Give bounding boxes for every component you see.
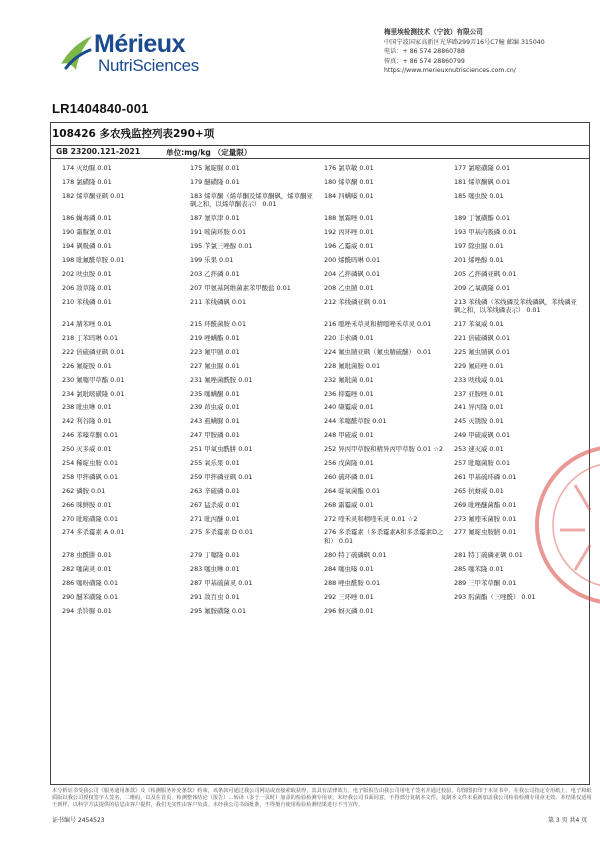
pesticide-cell: 270 吡嘧磺隆 0.01 [62, 514, 119, 523]
pesticide-cell: 207 甲氨基阿维菌素苯甲酸盐 0.01 [190, 283, 291, 292]
pesticide-cell: 195 苄氯三唑醇 0.01 [190, 242, 253, 251]
pesticide-cell: 199 乐果 0.01 [190, 255, 234, 264]
pesticide-cell: 198 吡氟酰草胺 0.01 [62, 255, 125, 264]
pesticide-cell: 247 甲胺磷 0.01 [190, 431, 240, 440]
pesticide-cell: 295 氟胺磺隆 0.01 [190, 606, 247, 615]
standard-number: GB 23200.121-2021 [56, 147, 141, 156]
table-row [50, 348, 590, 357]
pesticide-cell: 212 苯线磷亚砜 0.01 [324, 297, 387, 306]
pesticide-cell: 233 呋线威 0.01 [454, 375, 504, 384]
logo-name: Mérieux [94, 30, 185, 58]
pesticide-cell: 214 腈苯唑 0.01 [62, 320, 112, 329]
pesticide-cell: 291 敌百虫 0.01 [190, 592, 240, 601]
table-row [50, 579, 590, 588]
pesticide-cell: 293 肟菌酯（三唑酰） 0.01 [454, 592, 536, 601]
pesticide-cell: 265 抗蚜威 0.01 [454, 486, 504, 495]
pesticide-cell: 276 多杀霉素（多杀霉素A和多杀霉素D之和） 0.01 [324, 528, 444, 546]
table-row [50, 431, 590, 440]
report-number: LR1404840-001 [52, 101, 149, 116]
pesticide-cell: 273 氟喹禾菌胺 0.01 [454, 514, 517, 523]
table-row [50, 192, 590, 209]
pesticide-cell: 244 苯噻酰草胺 0.01 [324, 417, 387, 426]
pesticide-cell: 191 嘧菌环胺 0.01 [190, 228, 247, 237]
pesticide-cell: 178 氯磺隆 0.01 [62, 177, 112, 186]
table-row [50, 607, 590, 616]
pesticide-list [50, 164, 590, 620]
pesticide-cell: 192 丙环唑 0.01 [324, 228, 374, 237]
pesticide-cell: 175 氟啶脲 0.01 [190, 164, 240, 172]
pesticide-cell: 264 啶氧菌酯 0.01 [324, 486, 381, 495]
pesticide-cell: 250 灭多威 0.01 [62, 445, 112, 454]
table-row [50, 403, 590, 412]
pesticide-cell: 185 噻虫胺 0.01 [454, 191, 504, 200]
pesticide-cell: 253 速灭威 0.01 [454, 445, 504, 454]
table-row [50, 487, 590, 496]
pesticide-cell: 205 乙拌磷亚砜 0.01 [454, 269, 517, 278]
table-row [50, 376, 590, 385]
pesticide-cell: 296 蚜灭磷 0.01 [324, 606, 374, 615]
pesticide-cell: 177 氯嘧磺隆 0.01 [454, 164, 511, 172]
pesticide-cell: 269 吡唑醚菌酯 0.01 [454, 500, 517, 509]
table-row [50, 320, 590, 329]
pesticide-cell: 271 吡丙醚 0.01 [190, 514, 240, 523]
pesticide-cell: 235 噻螨酮 0.01 [190, 389, 240, 398]
logo-subtitle: NutriSciences [98, 56, 199, 75]
pesticide-cell: 239 茚虫威 0.01 [190, 403, 240, 412]
pesticide-cell: 196 乙霉威 0.01 [324, 242, 374, 251]
table-row [50, 390, 590, 399]
pesticide-cell: 202 呋虫胺 0.01 [62, 269, 112, 278]
pesticide-cell: 267 猛杀威 0.01 [190, 500, 240, 509]
pesticide-cell: 287 甲基硫菌灵 0.01 [190, 578, 253, 587]
pesticide-cell: 278 虫酰肼 0.01 [62, 550, 112, 559]
pesticide-cell: 225 氟虫腈砜 0.01 [454, 347, 511, 356]
table-row [50, 270, 590, 279]
pesticide-cell: 232 氟吡菌 0.01 [324, 375, 374, 384]
pesticide-cell: 174 灭幼脲 0.01 [62, 164, 112, 172]
table-row [50, 256, 590, 265]
pesticide-cell: 289 三甲苯草酮 0.01 [454, 578, 517, 587]
pesticide-cell: 204 乙拌磷砜 0.01 [324, 269, 381, 278]
pesticide-cell: 283 噻虫啉 0.01 [190, 564, 240, 573]
pesticide-cell: 229 氟硅唑 0.01 [454, 361, 504, 370]
pesticide-cell: 277 氟啶虫胺腈 0.01 [454, 528, 517, 537]
pesticide-cell: 183 烯草酮（烯草酮及烯草酮砜，烯草酮亚砜之和，以烯草酮表示） 0.01 [190, 191, 313, 209]
table-row [50, 417, 590, 426]
company-name: 梅里埃检测技术（宁波）有限公司 [384, 28, 483, 36]
pesticide-cell: 221 倍硫磷砜 0.01 [454, 333, 511, 342]
pesticide-cell: 182 烯草酮亚砜 0.01 [62, 191, 125, 200]
table-row [50, 362, 590, 371]
company-info [384, 28, 594, 76]
pesticide-cell: 201 烯唑醇 0.01 [454, 255, 504, 264]
pesticide-cell: 294 杀铃脲 0.01 [62, 606, 112, 615]
pesticide-cell: 218 丁苯吗啉 0.01 [62, 333, 119, 342]
pesticide-cell: 189 丁氰磺酯 0.01 [454, 214, 511, 223]
table-row [50, 164, 590, 173]
pesticide-cell: 272 喹禾灵和精喹禾灵 0.01 ☆2 [324, 514, 418, 523]
pesticide-cell: 203 乙拌磷 0.01 [190, 269, 240, 278]
pesticide-cell: 261 甲基硫环磷 0.01 [454, 472, 517, 481]
pesticide-cell: 284 噻虫嗪 0.01 [324, 564, 374, 573]
pesticide-cell: 245 灭锈胺 0.01 [454, 417, 504, 426]
pesticide-cell: 242 利谷隆 0.01 [62, 417, 112, 426]
pesticide-cell: 200 烯酰吗啉 0.01 [324, 255, 381, 264]
pesticide-cell: 227 氟虫脲 0.01 [190, 361, 240, 370]
pesticide-cell: 179 醚磺隆 0.01 [190, 177, 240, 186]
pesticide-cell: 188 氰霜唑 0.01 [324, 214, 374, 223]
pesticide-cell: 257 吡噻菌胺 0.01 [454, 459, 511, 467]
list-title: 108426 多农残监控列表290+项 [52, 128, 215, 140]
pesticide-cell: 246 苯嗪草酮 0.01 [62, 431, 119, 440]
page-number: 第 3 页 共4 页 [548, 817, 588, 824]
pesticide-cell: 226 氟啶胺 0.01 [62, 361, 112, 370]
company-website[interactable]: https://www.merieuxnutrisciences.com.cn/ [384, 67, 516, 74]
pesticide-cell: 213 苯线磷（苯线磷及苯线磷砜，苯线磷亚砜之和，以苯线磷表示） 0.01 [454, 297, 577, 315]
unit-label: 单位:mg/kg （定量限） [166, 148, 252, 157]
pesticide-cell: 248 甲硫威 0.01 [324, 431, 374, 440]
pesticide-cell: 193 甲基内吸磷 0.01 [454, 228, 517, 237]
pesticide-cell: 215 环酰菌胺 0.01 [190, 320, 247, 329]
pesticide-cell: 281 特丁硫磷亚砜 0.01 [454, 550, 523, 559]
pesticide-cell: 259 甲拌磷亚砜 0.01 [190, 472, 253, 481]
pesticide-cell: 241 异丙隆 0.01 [454, 403, 504, 412]
table-row [50, 214, 590, 223]
pesticide-cell: 249 甲硫威砜 0.01 [454, 431, 511, 440]
pesticide-cell: 217 苯氧威 0.01 [454, 320, 504, 329]
pesticide-cell: 290 醚苯磺隆 0.01 [62, 592, 119, 601]
pesticide-cell: 206 敌草隆 0.01 [62, 283, 112, 292]
legal-note: 本分析证书受我公司《服务通用条款》及《检测服务补充条款》约束，该条款可通过我公司网站或直接索取获得，其具有法律效力。电子版报告由我公司用电子签名并通过校验。印图图扣印于本证书中，在我公司指定专用纸上，电子和纸质版以我公司授权签字人签名，二维码，以及在首页、检测整体结论（报告）…转译（多于一页时）加盖的检验检测专用章。未经我公司书面同意，不得部分复制本文件。复制本文件未重新加盖我公司检验检测专用章无效。本结果仅适用于到样，以科学方法提供的信息由客户提供，我们无实性由客户负责。未经我公司书面批准，不得擅自使用检验检测结果进行不当宣传。 [52, 788, 592, 809]
pesticide-cell: 240 缬霉威 0.01 [324, 403, 374, 412]
table-row [50, 565, 590, 574]
pesticide-cell: 252 异丙甲草胺和精异丙甲草胺 0.01 ☆2 [324, 445, 444, 454]
pesticide-cell: 266 咪鲜胺 0.01 [62, 500, 112, 509]
pesticide-cell: 181 烯草酮砜 0.01 [454, 177, 511, 186]
pesticide-cell: 243 虱螨脲 0.01 [190, 417, 240, 426]
table-row [50, 334, 590, 343]
company-logo [58, 28, 218, 76]
pesticide-cell: 231 氟唑菌酰胺 0.01 [190, 375, 253, 384]
pesticide-cell: 208 乙虫腈 0.01 [324, 283, 374, 292]
pesticide-cell: 190 霜脲氰 0.01 [62, 228, 112, 237]
pesticide-cell: 220 丰索磷 0.01 [324, 333, 374, 342]
pesticide-cell: 263 辛硫磷 0.01 [190, 486, 240, 495]
pesticide-cell: 216 噁唑禾草灵和精噁唑禾草灵 0.01 [324, 320, 432, 329]
table-row [50, 515, 590, 524]
pesticide-cell: 197 除虫脲 0.01 [454, 242, 504, 251]
table-row [50, 178, 590, 187]
pesticide-cell: 176 氯草敏 0.01 [324, 164, 374, 172]
table-row [50, 228, 590, 237]
pesticide-cell: 288 唑虫酰胺 0.01 [324, 578, 381, 587]
pesticide-cell: 187 氰草津 0.01 [190, 214, 240, 223]
table-row [50, 445, 590, 454]
pesticide-cell: 256 戊菌隆 0.01 [324, 459, 374, 467]
pesticide-cell: 238 吡虫啉 0.01 [62, 403, 112, 412]
pesticide-cell: 255 氧乐果 0.01 [190, 459, 240, 467]
pesticide-cell: 258 甲拌磷砜 0.01 [62, 472, 119, 481]
pesticide-cell: 251 甲氧虫酰肼 0.01 [190, 445, 253, 454]
pesticide-cell: 234 氯吡嘧磺隆 0.01 [62, 389, 125, 398]
company-phone: 电话：+ 86 574 28860788 [384, 48, 465, 55]
table-row [50, 473, 590, 482]
pesticide-cell: 254 稀啶虫胺 0.01 [62, 459, 119, 467]
pesticide-cell: 222 倍硫磷亚砜 0.01 [62, 347, 125, 356]
pesticide-cell: 279 丁噻隆 0.01 [190, 550, 240, 559]
pesticide-cell: 274 多杀霉素 A 0.01 [62, 528, 125, 537]
pesticide-cell: 262 磷胺 0.01 [62, 486, 106, 495]
pesticide-cell: 230 氟噻甲草酯 0.01 [62, 375, 125, 384]
pesticide-cell: 228 氟吡菌胺 0.01 [324, 361, 381, 370]
company-seal-stamp [520, 430, 600, 620]
pesticide-cell: 292 三环唑 0.01 [324, 592, 374, 601]
logo-mark-icon [58, 34, 94, 72]
table-row [50, 284, 590, 293]
pesticide-cell: 237 亚胺唑 0.01 [454, 389, 504, 398]
pesticide-cell: 224 氟虫腈亚砜（氟虫腈硫醚） 0.01 [324, 347, 432, 356]
pesticide-cell: 282 噻菌灵 0.01 [62, 564, 112, 573]
table-row [50, 459, 590, 468]
pesticide-cell: 180 烯草酮 0.01 [324, 177, 374, 186]
pesticide-cell: 219 唑螨酯 0.01 [190, 333, 240, 342]
pesticide-cell: 236 抑霉唑 0.01 [324, 389, 374, 398]
pesticide-cell: 268 霜霉威 0.01 [324, 500, 374, 509]
pesticide-cell: 260 硫环磷 0.01 [324, 472, 374, 481]
pesticide-cell: 211 苯线磷砜 0.01 [190, 297, 247, 306]
pesticide-cell: 184 四螨嗪 0.01 [324, 191, 374, 200]
table-row [50, 551, 590, 560]
pesticide-cell: 285 噻苯隆 0.01 [454, 564, 504, 573]
table-row [50, 501, 590, 510]
pesticide-cell: 286 噻吩磺隆 0.01 [62, 578, 119, 587]
table-row [50, 528, 590, 545]
company-fax: 传真：+ 86 574 28860799 [384, 57, 465, 65]
pesticide-cell: 275 多杀霉素 D 0.01 [190, 528, 254, 537]
table-row [50, 593, 590, 602]
table-row [50, 298, 590, 315]
pesticide-cell: 210 苯线磷 0.01 [62, 297, 112, 306]
pesticide-cell: 186 蝇毒磷 0.01 [62, 214, 112, 223]
certificate-number: 证书编号 2454523 [52, 817, 105, 824]
pesticide-cell: 223 氟甲腈 0.01 [190, 347, 240, 356]
company-address: 中国宁波国家高新区光华路299弄16号C7幢 邮编 315040 [384, 38, 545, 46]
pesticide-cell: 209 乙氧磺隆 0.01 [454, 283, 511, 292]
pesticide-cell: 280 特丁硫磷砜 0.01 [324, 550, 387, 559]
table-row [50, 242, 590, 251]
pesticide-cell: 194 砜吸磷 0.01 [62, 242, 112, 251]
